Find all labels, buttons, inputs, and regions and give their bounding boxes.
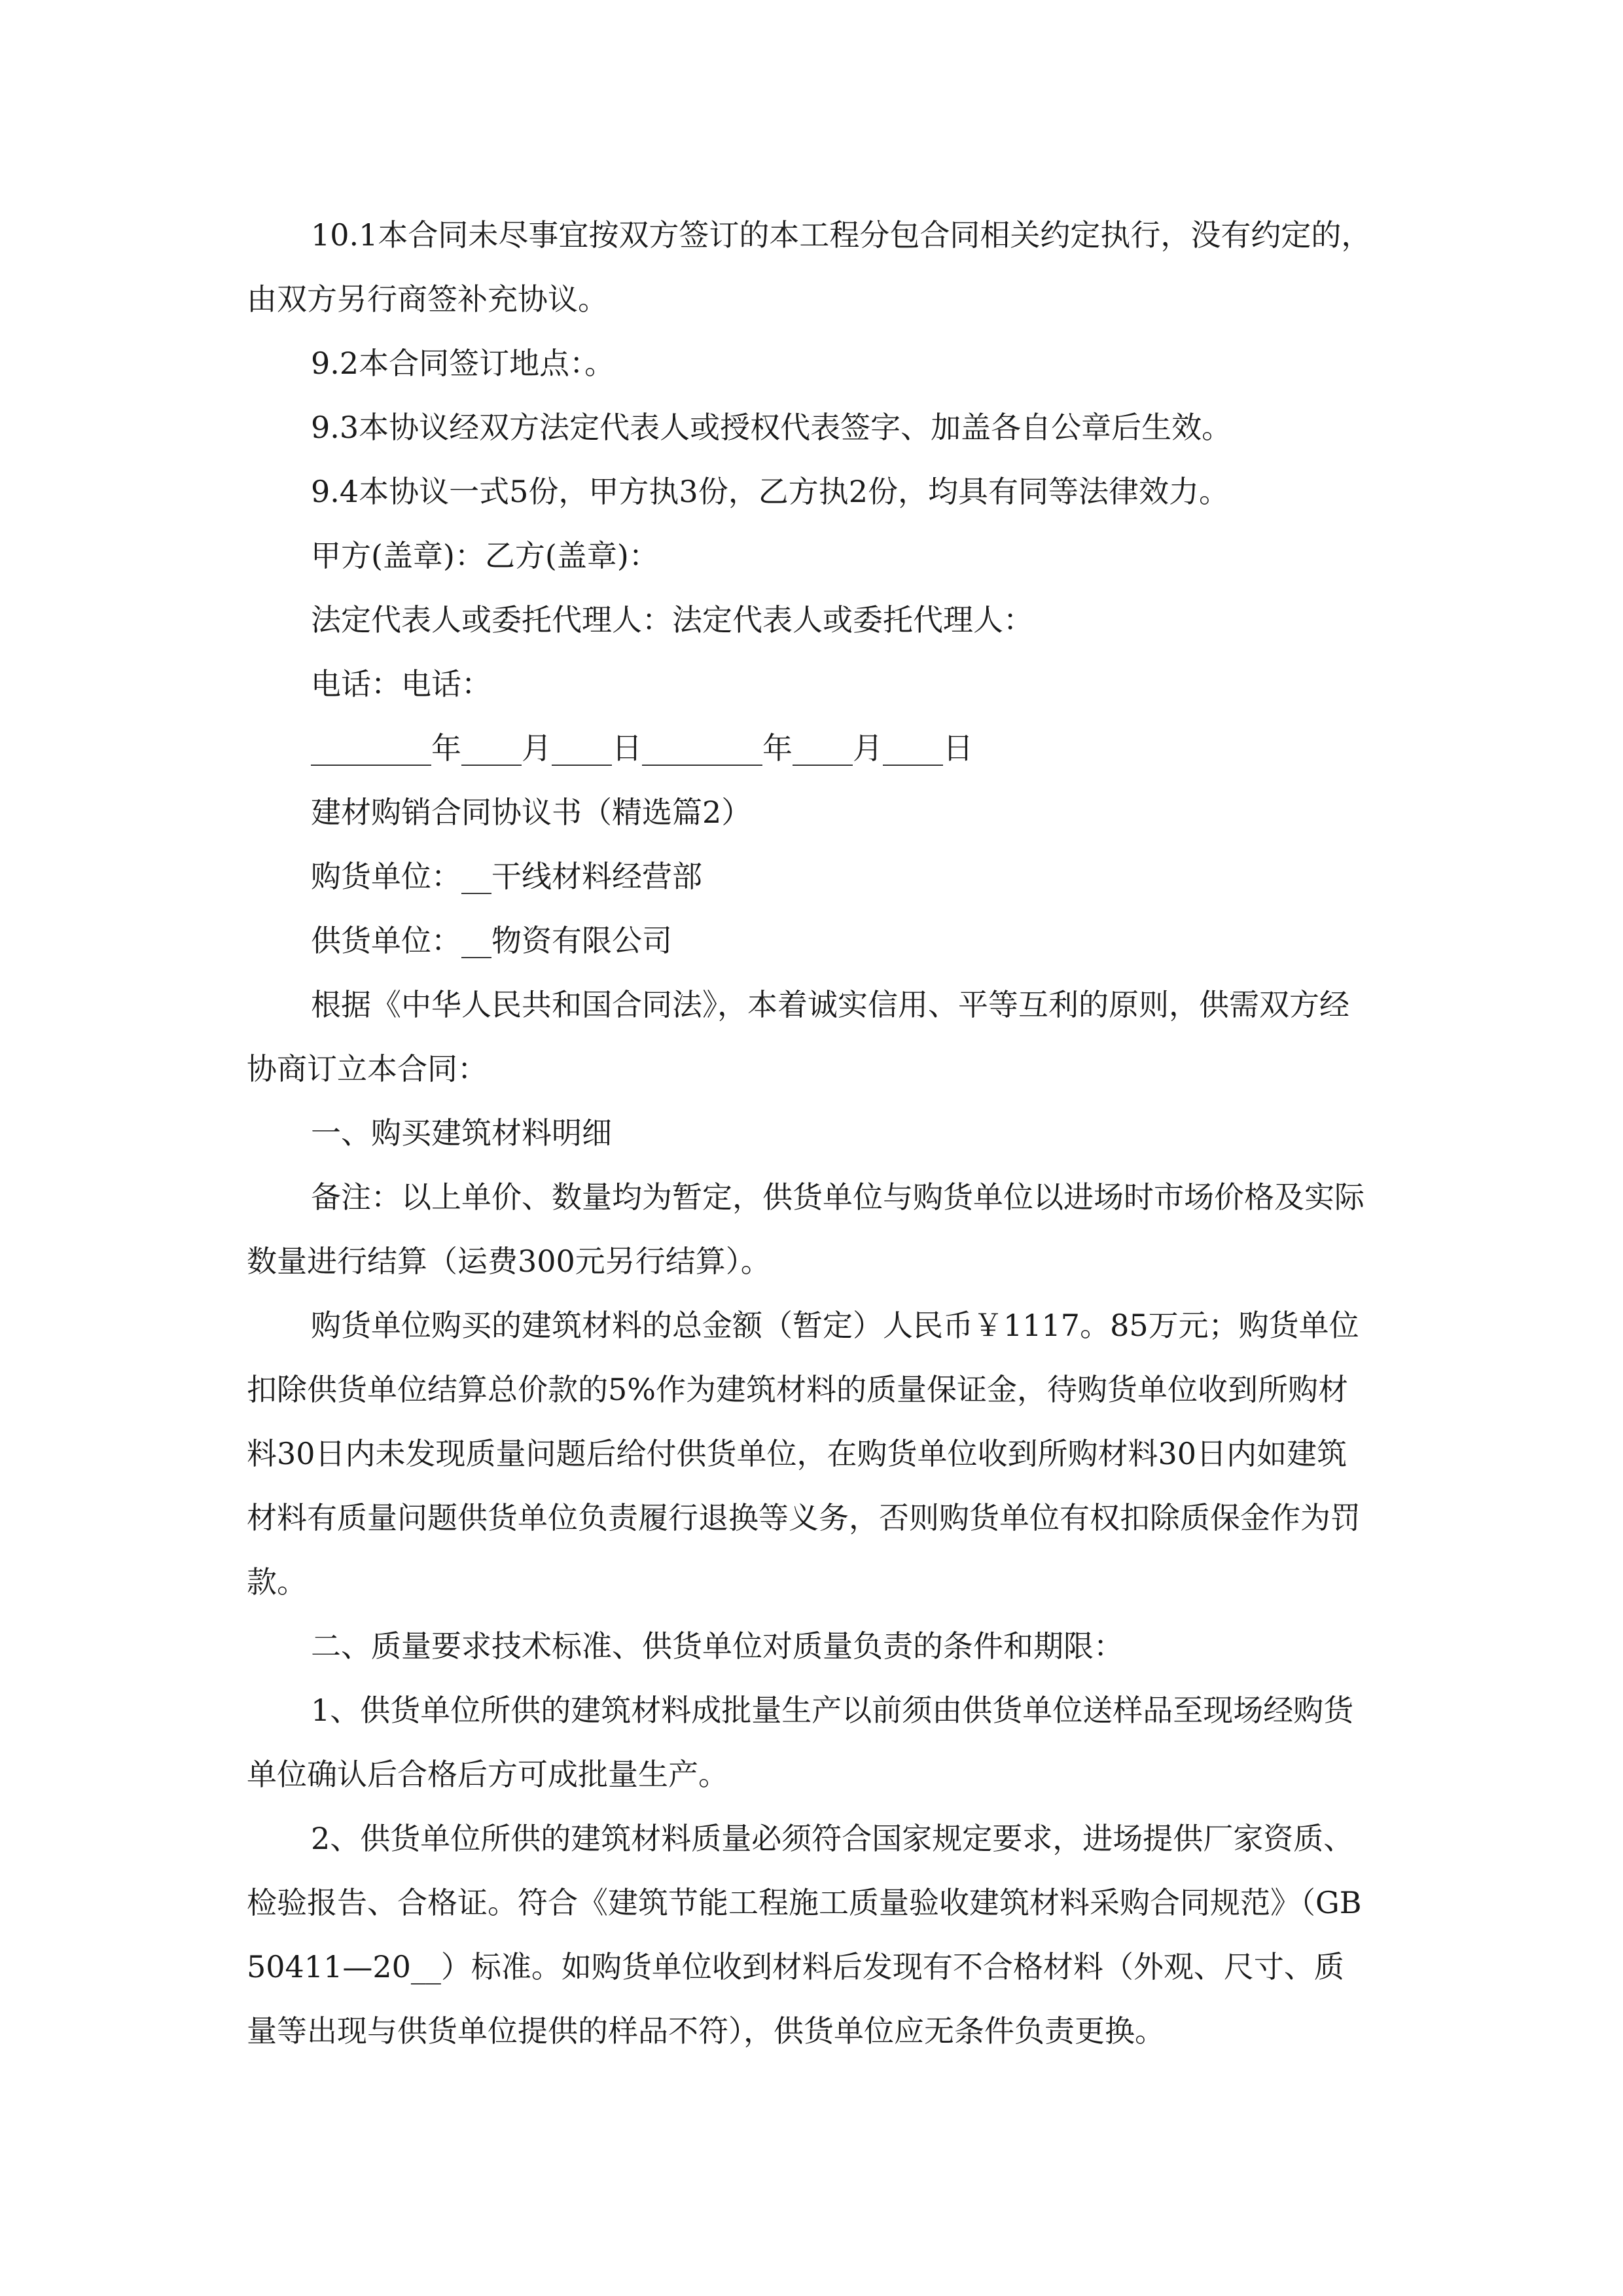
phone-line: 电话：电话： — [311, 666, 491, 702]
representative-line: 法定代表人或委托代理人：法定代表人或委托代理人： — [311, 602, 1033, 637]
clause-9-2: 9.2本合同签订地点：。 — [311, 346, 615, 381]
clause-9-4: 9.4本协议一式5份，甲方执3份，乙方执2份，均具有同等法律效力。 — [311, 474, 1229, 509]
payment-paragraph: 购货单位购买的建筑材料的总金额（暂定）人民币￥1117。85万元；购货单位扣除供货单位结算总价款的5%作为建筑材料的质量保证金，待购货单位收到所购材料30日内未发现质量问题后给付供货单位，在购货单位收到所购材料30日内如建筑材料有质量问题供货单位负责履行退换等义务，否则购货单位有权扣除质保金作为罚款。 — [247, 1308, 1361, 1600]
heading-quality: 二、质量要求技术标准、供货单位对质量负责的条件和期限： — [311, 1628, 1124, 1664]
seal-line: 甲方(盖章)：乙方(盖章)： — [311, 538, 659, 573]
supplier-line: 供货单位：__物资有限公司 — [311, 923, 672, 958]
section-title: 建材购销合同协议书（精选篇2） — [311, 795, 752, 830]
clause-9-3: 9.3本协议经双方法定代表人或授权代表签字、加盖各自公章后生效。 — [311, 410, 1232, 445]
date-line: ________年____月____日________年____月____日 — [311, 730, 973, 766]
heading-materials: 一、购买建筑材料明细 — [311, 1115, 612, 1151]
clause-10-1: 10.1本合同未尽事宜按双方签订的本工程分包合同相关约定执行，没有约定的，由双方另行商签补充协议。 — [247, 217, 1372, 317]
quality-item-1: 1、供货单位所供的建筑材料成批量生产以前须由供货单位送样品至现场经购货单位确认后合格后方可成批量生产。 — [247, 1693, 1354, 1792]
buyer-line: 购货单位：__干线材料经营部 — [311, 859, 702, 894]
document-body — [247, 203, 1374, 2063]
quality-item-2: 2、供货单位所供的建筑材料质量必须符合国家规定要求，进场提供厂家资质、检验报告、合格证。符合《建筑节能工程施工质量验收建筑材料采购合同规范》（GB50411—20__）标准。如购货单位收到材料后发现有不合格材料（外观、尺寸、质量等出现与供货单位提供的样品不符），供货单位应无条件负责更换。 — [247, 1821, 1362, 2049]
note-paragraph: 备注：以上单价、数量均为暂定，供货单位与购货单位以进场时市场价格及实际数量进行结算（运费300元另行结算）。 — [247, 1179, 1364, 1279]
preamble: 根据《中华人民共和国合同法》，本着诚实信用、平等互利的原则，供需双方经协商订立本合同： — [247, 987, 1349, 1086]
